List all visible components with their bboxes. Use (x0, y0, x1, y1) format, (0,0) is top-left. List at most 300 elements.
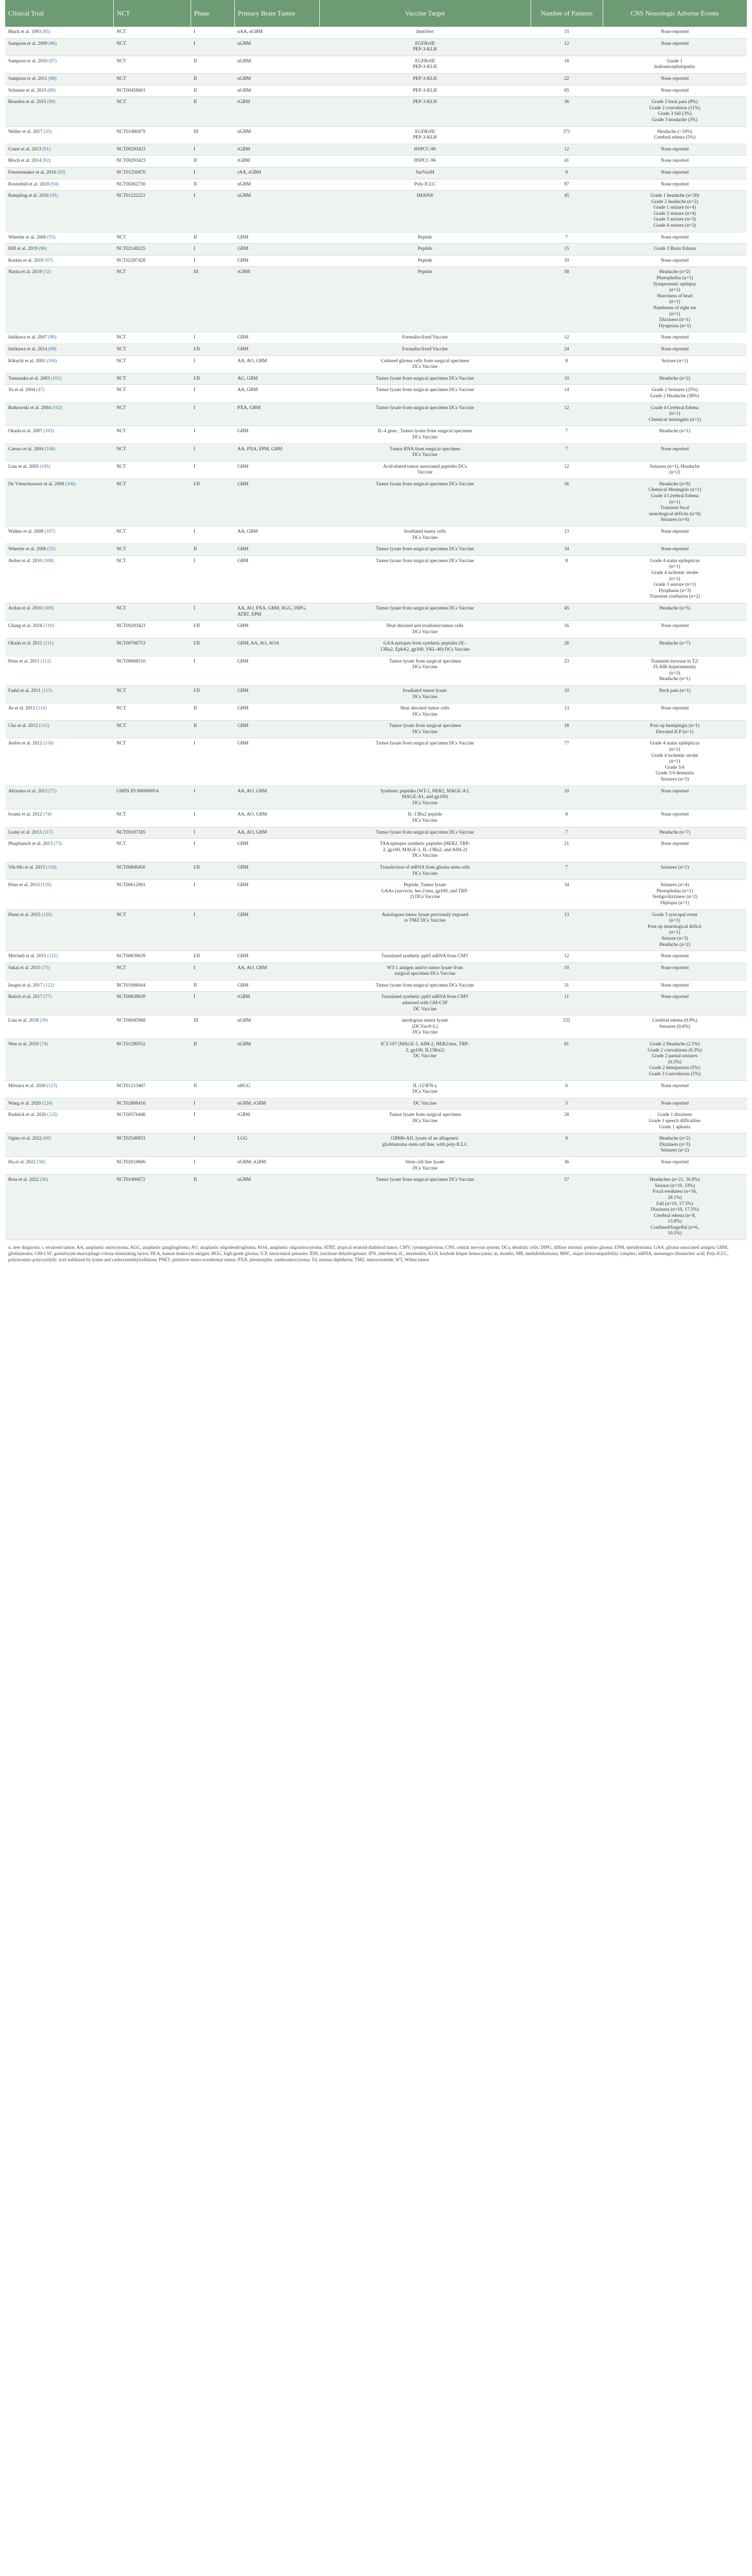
trial-name: Lasky et al. 2013 (8, 829, 42, 835)
reference-link[interactable]: (74) (43, 812, 52, 818)
cell-phase: II (191, 980, 234, 992)
trial-name: Iwami et al. 2012 (8, 812, 42, 818)
reference-link[interactable]: (99) (48, 346, 57, 352)
adverse-event-line: Cerebral edema (n=8, (654, 1213, 696, 1218)
vaccine-target-line: PEP-3-KLH (413, 135, 437, 141)
vaccine-target-line: Peptide (417, 246, 433, 252)
cell-patients: 36 (531, 1157, 603, 1174)
cell-adverse-events (603, 373, 747, 385)
cell-phase: I (191, 1098, 234, 1110)
table-row (5, 73, 747, 85)
table-row (5, 156, 747, 167)
reference-link[interactable]: (113) (42, 688, 52, 693)
trial-name: Sampson et al. 2010 (8, 58, 48, 64)
cell-adverse-events (603, 786, 747, 809)
reference-link[interactable]: (122) (44, 982, 55, 988)
vaccine-target-line: Stem cell line lysate (405, 1159, 445, 1165)
trial-name: Rudnick et al. 2020 (8, 1112, 46, 1118)
cell-patients: 24 (531, 344, 603, 355)
cell-tumor: GBM (234, 951, 319, 963)
trial-name: Rutkowski et al. 2004 (8, 405, 51, 411)
reference-link[interactable]: (94) (50, 181, 59, 187)
adverse-event-line: Seizures (n=1), Headache (650, 464, 700, 469)
cell-phase: I (191, 909, 234, 951)
cell-trial (5, 839, 113, 862)
adverse-event-line: Dizziness (n=3) (659, 1142, 690, 1147)
cell-patients: 57 (531, 1175, 603, 1240)
adverse-event-line: Headache (n=1) (659, 676, 691, 682)
cell-phase: I (191, 880, 234, 909)
cell-vaccine-target (319, 255, 531, 267)
reference-link[interactable]: (118) (46, 865, 57, 870)
cell-phase: II (191, 1175, 234, 1240)
reference-link[interactable]: (32) (43, 269, 52, 275)
cell-nct: NCT (113, 962, 191, 980)
cell-adverse-events (603, 232, 747, 244)
reference-link[interactable]: (77) (43, 994, 52, 1000)
vaccine-target-line: Peptide, Tumor lysate (403, 883, 447, 888)
reference-link[interactable]: (97) (44, 258, 53, 263)
cell-tumor: AA, AO, GBM (234, 786, 319, 809)
reference-link[interactable]: (117) (42, 829, 53, 835)
adverse-event-line: None reported (661, 88, 689, 93)
cell-tumor: PXA, GBM (234, 402, 319, 426)
reference-link[interactable]: (100) (46, 358, 57, 364)
reference-link[interactable]: (56) (40, 1177, 48, 1183)
adverse-event-line: Grade 1 headache (n=20) (650, 193, 699, 199)
reference-link[interactable]: (47) (36, 387, 45, 393)
vaccine-target-line: Peptide (417, 258, 433, 263)
cell-vaccine-target (319, 332, 531, 344)
cell-tumor: nGBM (234, 73, 319, 85)
cell-phase: II (191, 721, 234, 738)
cell-tumor: GBM (234, 555, 319, 603)
cell-adverse-events (603, 479, 747, 526)
trial-name: Phuphanich et al. 2013 (8, 841, 53, 847)
cell-nct: NCT (113, 839, 191, 862)
cell-tumor: nHGG (234, 1080, 319, 1098)
vaccine-target-line: Translated synthetic pp65 mRNA from CMV (381, 954, 469, 959)
reference-link[interactable]: (88) (48, 76, 57, 81)
cell-adverse-events (603, 191, 747, 232)
reference-link[interactable]: (85) (42, 29, 50, 35)
clinical-trials-table (5, 0, 747, 1240)
cell-phase: I (191, 144, 234, 156)
reference-link[interactable]: (121) (47, 954, 58, 959)
cell-tumor: nGBM (234, 56, 319, 73)
header-vaccine-target: Vaccine Target (319, 0, 531, 27)
cell-vaccine-target (319, 179, 531, 191)
adverse-event-line: Grade 4 seizure (n=2) (653, 223, 696, 229)
cell-phase: II (191, 179, 234, 191)
reference-link[interactable]: (111) (43, 641, 54, 647)
adverse-event-line: Focal weakness (n=16, (652, 1189, 697, 1195)
table-row (5, 555, 747, 603)
cell-patients: 8 (531, 809, 603, 827)
adverse-event-line: None reported (661, 812, 689, 818)
cell-phase: I/II (191, 373, 234, 385)
cell-patients: 6 (531, 1080, 603, 1098)
reference-link[interactable]: (89) (47, 88, 56, 93)
cell-phase: I (191, 191, 234, 232)
reference-link[interactable]: (74) (39, 1042, 48, 1047)
reference-link[interactable]: (103) (43, 429, 54, 434)
cell-vaccine-target (319, 1098, 531, 1110)
table-row (5, 962, 747, 980)
vaccine-target-line: DCs Vaccine (412, 434, 438, 440)
table-row (5, 385, 747, 402)
adverse-event-line: Photophobia (n=1) (656, 276, 693, 281)
cell-trial (5, 809, 113, 827)
trial-name: Fadul et al. 2011 (8, 688, 41, 693)
reference-link[interactable]: (108) (43, 558, 54, 564)
adverse-event-line: Headache (n=1) (659, 429, 691, 434)
trial-name: Hilf et al. 2019 (8, 246, 38, 252)
trial-name: Weller et al. 2017 (8, 129, 43, 134)
cell-phase: I (191, 738, 234, 786)
cell-trial (5, 786, 113, 809)
vaccine-target-line: DCs Vaccine (412, 711, 438, 717)
cell-vaccine-target (319, 862, 531, 879)
adverse-event-line: None reported (661, 41, 689, 46)
cell-nct: NCT (113, 738, 191, 786)
cell-patients: 12 (531, 332, 603, 344)
cell-phase: I/II (191, 685, 234, 703)
vaccine-target-line: DCs Vaccine (412, 629, 438, 635)
table-row (5, 373, 747, 385)
reference-link[interactable]: (73) (54, 841, 62, 847)
table-row (5, 38, 747, 56)
cell-nct: NCT (113, 56, 191, 73)
cell-patients: 15 (531, 244, 603, 256)
adverse-event-line: None reported (661, 29, 689, 35)
vaccine-target-line: DCs Vaccine (412, 871, 438, 876)
adverse-event-line: Seizures (n=4) (660, 883, 689, 888)
cell-tumor: GBM (234, 980, 319, 992)
adverse-event-line: None reported (661, 258, 689, 263)
adverse-event-line: None reported (661, 623, 689, 629)
adverse-event-line: None reported (661, 706, 689, 711)
cell-vaccine-target (319, 355, 531, 373)
reference-link[interactable]: (72) (48, 788, 57, 794)
cell-vaccine-target (319, 827, 531, 839)
cell-phase: I (191, 332, 234, 344)
cell-tumor: GBM (234, 344, 319, 355)
adverse-event-line: Headache (n=2) (659, 942, 691, 947)
cell-patients: 16 (531, 621, 603, 638)
reference-link[interactable]: (75) (41, 965, 50, 971)
cell-phase: I (191, 244, 234, 256)
cell-vaccine-target (319, 479, 531, 526)
cell-adverse-events (603, 1039, 747, 1081)
cell-adverse-events (603, 951, 747, 963)
cell-vaccine-target (319, 267, 531, 332)
reference-link[interactable]: (116) (43, 741, 54, 747)
trial-name: Wheeler et al. 2008 (8, 547, 46, 552)
vaccine-target-line: WT-1 antigen and/or tumor lysate from (387, 965, 463, 971)
cell-vaccine-target (319, 839, 531, 862)
cell-vaccine-target (319, 1039, 531, 1081)
cell-adverse-events (603, 555, 747, 603)
cell-vaccine-target (319, 880, 531, 909)
adverse-event-line: Diplopia (n=1) (660, 900, 690, 906)
cell-vaccine-target (319, 244, 531, 256)
cell-adverse-events (603, 962, 747, 980)
adverse-event-line: Grade 4 status epilepticus (650, 558, 700, 564)
cell-nct: NCT (113, 73, 191, 85)
cell-adverse-events (603, 156, 747, 167)
cell-vaccine-target (319, 656, 531, 685)
table-row (5, 355, 747, 373)
cell-trial (5, 1080, 113, 1098)
cell-tumor: rGBM (234, 1110, 319, 1133)
cell-tumor: rGBM (234, 144, 319, 156)
table-row (5, 1157, 747, 1174)
cell-vaccine-target (319, 167, 531, 179)
cell-vaccine-target (319, 703, 531, 721)
cell-nct: NCT (113, 355, 191, 373)
cell-nct: NCT (113, 685, 191, 703)
adverse-event-line: Grade 2 headache (n=2) (651, 199, 698, 205)
table-row (5, 479, 747, 526)
cell-adverse-events (603, 38, 747, 56)
trial-name: Hunn et al. 2015 (8, 912, 41, 918)
vaccine-target-line: Acid-eluted tumor associated peptides DCs (383, 464, 467, 469)
cell-vaccine-target (319, 461, 531, 479)
cell-tumor: GBM (234, 909, 319, 951)
cell-trial (5, 1175, 113, 1240)
reference-link[interactable]: (104) (44, 446, 55, 452)
adverse-event-line: Confused/forgetful (n=6, (651, 1225, 699, 1230)
cell-tumor: GBM (234, 479, 319, 526)
cell-phase: I (191, 827, 234, 839)
table-container (5, 0, 747, 1263)
adverse-event-line: Transient confusion (n=2) (650, 594, 700, 600)
adverse-event-line: Seizures (0.6%) (659, 1024, 690, 1029)
vaccine-target-line: EGFRvIII (415, 41, 435, 46)
trial-name: Caruso et al. 2004 (8, 446, 44, 452)
vaccine-target-line: DCs Vaccine (412, 694, 438, 700)
cell-nct: NCT (113, 544, 191, 556)
cell-adverse-events (603, 27, 747, 38)
table-row (5, 332, 747, 344)
reference-link[interactable]: (91) (42, 146, 51, 152)
adverse-event-line: Grade 1 (667, 58, 682, 64)
cell-vaccine-target (319, 809, 531, 827)
cell-patients: 18 (531, 56, 603, 73)
cell-nct: NCT02808416 (113, 1098, 191, 1110)
table-row (5, 255, 747, 267)
reference-link[interactable]: (95) (49, 193, 58, 199)
adverse-event-line: None reported (661, 346, 689, 352)
cell-phase: II (191, 703, 234, 721)
trial-name: Ardon et al. 2010 (8, 605, 42, 611)
adverse-event-line: Grade 1 aphasia (659, 1124, 691, 1130)
reference-link[interactable]: (87) (48, 58, 57, 64)
reference-link[interactable]: (69) (43, 1136, 52, 1142)
cell-patients: 28 (531, 1110, 603, 1133)
cell-vaccine-target (319, 426, 531, 444)
vaccine-target-line: Tumor lysate from surgical specimen DCs Vaccine (375, 741, 474, 747)
cell-nct: NCT (113, 703, 191, 721)
cell-patients: 13 (531, 527, 603, 544)
trial-name: Yamanaka et al. 2003 (8, 376, 50, 381)
cell-adverse-events (603, 992, 747, 1015)
vaccine-target-line: IL-13Ra2 peptide (407, 812, 442, 818)
table-header (5, 0, 747, 27)
trial-name: Prins et al. 2011 (8, 658, 40, 664)
reference-link[interactable]: (110) (43, 623, 54, 629)
cell-nct: NCT (113, 267, 191, 332)
adverse-event-line: Grade 4 status epilepticus (650, 741, 700, 747)
vaccine-target-line: Irradiated tumor lysate (403, 688, 447, 693)
trial-name: Sakai et al. 2015 (8, 965, 41, 971)
cell-adverse-events (603, 332, 747, 344)
adverse-event-line: Grade 2 convulsion (11%) (649, 105, 700, 111)
adverse-event-line: None reported (661, 954, 689, 959)
cell-phase: I (191, 555, 234, 603)
cell-nct: NCT01222221 (113, 191, 191, 232)
table-row (5, 862, 747, 879)
reference-link[interactable]: (105) (40, 464, 50, 469)
cell-nct: NCT (113, 721, 191, 738)
cell-adverse-events (603, 344, 747, 355)
vaccine-target-line: PEP-3-KLH (413, 88, 437, 93)
adverse-event-line: Seizures (n=3) (660, 777, 689, 783)
trial-name: Fenstermaker et al. 2016 (8, 170, 56, 175)
adverse-event-line: Grade 3 seizure (n=3) (653, 217, 696, 223)
adverse-event-line: (n=2) (669, 470, 680, 476)
reference-link[interactable]: (98) (48, 335, 57, 341)
cell-patients: 81 (531, 1039, 603, 1081)
trial-name: Rampling et al. 2016 (8, 193, 49, 199)
table-row (5, 191, 747, 232)
table-row (5, 703, 747, 721)
cell-vaccine-target (319, 85, 531, 97)
adverse-event-line: Grade 3 syncopal event (652, 912, 698, 918)
cell-vaccine-target (319, 344, 531, 355)
adverse-event-line: Headaches (n=21, 36.8%) (650, 1177, 700, 1183)
vaccine-target-line: Tumor lysate from surgical specimen DCs Vaccine (375, 1177, 474, 1183)
reference-link[interactable]: (86) (48, 41, 57, 46)
cell-patients: 58 (531, 267, 603, 332)
cell-vaccine-target (319, 373, 531, 385)
reference-link[interactable]: (120) (41, 912, 53, 918)
cell-nct: NCT (113, 479, 191, 526)
cell-tumor: GBM (234, 839, 319, 862)
cell-patients: 23 (531, 656, 603, 685)
cell-tumor: GBM (234, 685, 319, 703)
reference-link[interactable]: (58) (37, 1159, 45, 1165)
cell-trial (5, 255, 113, 267)
cell-tumor: GBM (234, 656, 319, 685)
reference-link[interactable]: (96) (39, 246, 47, 252)
adverse-event-line: Grade 4 Cerebral Edema (651, 405, 699, 411)
cell-phase: I (191, 603, 234, 620)
reference-link[interactable]: (102) (52, 405, 62, 411)
adverse-event-line: Vertigo/dizziness (n=2) (652, 894, 697, 900)
adverse-event-line: Grade 2 Seizures (25%) (652, 387, 698, 393)
cell-tumor: GBM (234, 721, 319, 738)
vaccine-target-line: ImmVert (416, 29, 434, 35)
adverse-event-line: Grade 4 ischemic stroke (651, 570, 698, 575)
cell-nct: NCT (113, 527, 191, 544)
reference-link[interactable]: (92) (42, 158, 51, 164)
trial-name: Okada et al. 2011 (8, 641, 42, 647)
reference-link[interactable]: (109) (43, 605, 54, 611)
header-adverse-events: CNS Neurologic Adverse Events (603, 0, 747, 27)
cell-patients: 10 (531, 962, 603, 980)
reference-link[interactable]: (39) (40, 1018, 48, 1024)
cell-trial (5, 126, 113, 144)
reference-link[interactable]: (124) (42, 1100, 53, 1106)
trial-name: Ogino et al. 2022 (8, 1136, 42, 1142)
adverse-event-line: Post-op hemiplegia (n=1) (650, 723, 699, 729)
cell-phase: I (191, 444, 234, 461)
cell-vaccine-target (319, 527, 531, 544)
reference-link[interactable]: (119) (41, 883, 52, 888)
vaccine-target-line: Tumor lysate from surgical specimen DCs Vaccine (375, 982, 474, 988)
vaccine-target-line: Tumor lysate from surgical specimen (389, 658, 461, 664)
trial-name: Inogés et al. 2017 (8, 982, 43, 988)
trial-name: Narita et al. 2019 (8, 269, 42, 275)
cell-trial (5, 461, 113, 479)
vaccine-target-line: glioblastoma stem cell line, with poly-ICLC (382, 1142, 468, 1147)
reference-link[interactable]: (90) (47, 99, 56, 105)
adverse-event-line: Grade 1 speech difficulties (648, 1118, 701, 1124)
reference-link[interactable]: (101) (51, 376, 62, 381)
header-primary-brain-tumor: Primary Brain Tumor (234, 0, 319, 27)
cell-nct: NCT (113, 232, 191, 244)
cell-trial (5, 721, 113, 738)
trial-name: Ishikawa et al. 2007 (8, 335, 47, 341)
cell-vaccine-target (319, 909, 531, 951)
cell-phase: II (191, 544, 234, 556)
reference-link[interactable]: (112) (40, 658, 51, 664)
adverse-event-line: Elevated ICP (n=1) (656, 729, 694, 735)
reference-link[interactable]: (55) (47, 547, 56, 552)
table-row (5, 232, 747, 244)
reference-link[interactable]: (123) (46, 1083, 58, 1089)
adverse-event-line: None reported (661, 994, 689, 1000)
cell-patients: 8 (531, 555, 603, 603)
cell-patients: 97 (531, 179, 603, 191)
cell-vaccine-target (319, 721, 531, 738)
reference-link[interactable]: (125) (47, 1112, 58, 1118)
cell-phase: I/II (191, 638, 234, 656)
table-row (5, 951, 747, 963)
reference-link[interactable]: (115) (39, 723, 49, 729)
reference-link[interactable]: (35) (43, 129, 52, 134)
cell-adverse-events (603, 267, 747, 332)
cell-tumor: nGBM (234, 1015, 319, 1039)
adverse-event-line: Heaviness of head (657, 293, 693, 299)
cell-patients: 5 (531, 1098, 603, 1110)
reference-link[interactable]: (93) (57, 170, 65, 175)
table-row (5, 1110, 747, 1133)
adverse-event-line: Seizure (n=3) (661, 936, 688, 941)
cell-vaccine-target (319, 544, 531, 556)
table-row (5, 685, 747, 703)
vaccine-target-line: Synthetic peptides (WT-1, HER2, MAGE-A3, (380, 788, 470, 794)
reference-link[interactable]: (107) (44, 529, 56, 535)
reference-link[interactable]: (55) (47, 234, 56, 240)
reference-link[interactable]: (106) (65, 481, 76, 487)
adverse-event-line: (n=1) (669, 499, 680, 505)
reference-link[interactable]: (114) (36, 706, 47, 711)
vaccine-target-line: DCs Vaccine (412, 1118, 438, 1124)
adverse-event-line: (n=1) (669, 747, 680, 753)
